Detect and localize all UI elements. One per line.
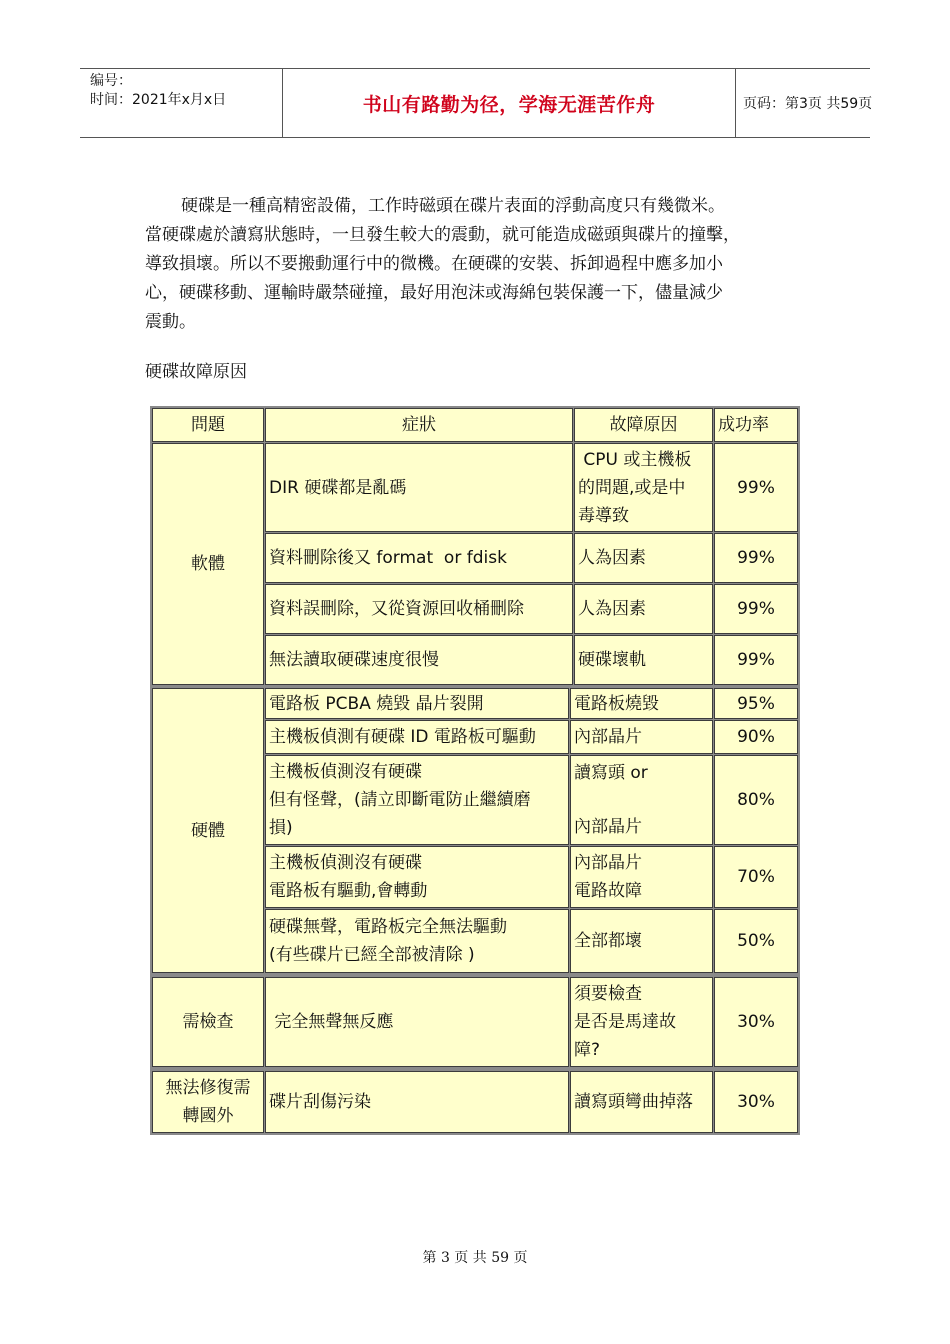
symptom-cell xyxy=(265,584,573,634)
symptom-text: 資料刪除後又 format or fdisk xyxy=(269,548,507,568)
symptom-text: 主機板偵測有硬碟 ID 電路板可驅動 xyxy=(269,727,536,747)
paragraph-line: 導致損壞。所以不要搬動運行中的微機。在硬碟的安裝、拆卸過程中應多加小 xyxy=(145,254,723,274)
cause-text: 讀寫頭彎曲掉落 xyxy=(574,1092,693,1112)
number-label: 编号： xyxy=(90,73,132,89)
group-abroad-line: 無法修復需 xyxy=(165,1078,251,1098)
header-cell-rate: 成功率 xyxy=(714,408,798,442)
intro-paragraph xyxy=(145,192,825,337)
rate-cell: 30% xyxy=(714,1071,798,1133)
symptom-cell xyxy=(265,443,573,532)
cause-text: 毒導致 xyxy=(578,505,629,526)
time-label: 时间：2021年x月x日 xyxy=(90,92,227,108)
symptom-text: 電路板有驅動,會轉動 xyxy=(269,881,428,901)
cause-text: 讀寫頭 or xyxy=(574,763,648,783)
symptom-text: 主機板偵測沒有硬碟 xyxy=(269,762,422,782)
document-header xyxy=(80,68,873,138)
symptom-cell xyxy=(265,688,569,719)
cause-cell xyxy=(570,909,713,973)
symptom-cell xyxy=(265,755,569,845)
paragraph-line: 當硬碟處於讀寫狀態時，一旦發生較大的震動，就可能造成磁頭與碟片的撞擊， xyxy=(145,225,740,245)
cause-text: 電路故障 xyxy=(574,881,642,901)
group-check: 需檢查 xyxy=(152,977,264,1067)
section-heading: 硬碟故障原因 xyxy=(145,362,247,382)
cause-text: 電路板燒毀 xyxy=(574,693,659,714)
paragraph-line: 震動。 xyxy=(145,312,196,332)
motto: 书山有路勤为径，学海无涯苦作舟 xyxy=(362,93,656,116)
symptom-text: 資料誤刪除，又從資源回收桶刪除 xyxy=(269,599,524,619)
header-page-cell xyxy=(735,69,873,137)
cause-cell xyxy=(570,846,713,908)
symptom-text: 但有怪聲，(請立即斷電防止繼續磨 xyxy=(269,790,531,810)
cause-cell xyxy=(574,635,713,685)
symptom-cell xyxy=(265,977,569,1067)
rate-cell: 99% xyxy=(714,584,798,634)
symptom-text: DIR 硬碟都是亂碼 xyxy=(269,477,407,498)
cause-cell xyxy=(570,755,713,845)
cause-text: 全部都壞 xyxy=(574,931,642,951)
symptom-cell xyxy=(265,909,569,973)
rate-cell: 95% xyxy=(714,688,798,719)
cause-text: 是否是馬達故 xyxy=(574,1012,676,1032)
cause-text: 內部晶片 xyxy=(574,817,642,837)
group-abroad-line: 轉國外 xyxy=(182,1106,234,1126)
symptom-cell xyxy=(265,533,573,583)
symptom-cell xyxy=(265,1071,569,1133)
cause-cell xyxy=(574,533,713,583)
rate-cell: 99% xyxy=(714,533,798,583)
fault-table xyxy=(150,406,800,1135)
rate-cell: 30% xyxy=(714,977,798,1067)
cause-cell xyxy=(570,720,713,754)
header-motto-cell xyxy=(282,69,736,137)
symptom-text: 主機板偵測沒有硬碟 xyxy=(269,853,422,873)
paragraph-line: 心，硬碟移動、運輸時嚴禁碰撞，最好用泡沫或海綿包裝保護一下，儘量減少 xyxy=(145,283,723,303)
cause-text: 硬碟壞軌 xyxy=(578,650,646,670)
cause-text: 須要檢查 xyxy=(574,984,642,1004)
cause-text: 內部晶片 xyxy=(574,727,642,747)
symptom-text: (有些碟片已經全部被清除 ) xyxy=(269,945,475,965)
group-hardware: 硬體 xyxy=(152,688,264,973)
header-meta xyxy=(80,69,282,137)
cause-cell xyxy=(570,1071,713,1133)
cause-cell xyxy=(570,977,713,1067)
rate-cell: 99% xyxy=(714,443,798,532)
symptom-text: 電路板 PCBA 燒毀 晶片裂開 xyxy=(269,693,484,714)
symptom-cell xyxy=(265,846,569,908)
rate-cell: 70% xyxy=(714,846,798,908)
rate-cell: 50% xyxy=(714,909,798,973)
cause-cell xyxy=(574,443,713,532)
header-cell-symptom: 症狀 xyxy=(265,408,573,442)
cause-text: 人為因素 xyxy=(578,548,646,568)
header-cell-problem: 問題 xyxy=(152,408,264,442)
group-software: 軟體 xyxy=(152,443,264,685)
symptom-text: 無法讀取硬碟速度很慢 xyxy=(269,650,439,670)
group-abroad xyxy=(152,1071,264,1133)
cause-text: 障? xyxy=(574,1040,601,1060)
cause-text: 的問題,或是中 xyxy=(578,477,686,498)
page-footer: 第 3 页 共 59 页 xyxy=(422,1250,528,1266)
rate-cell: 80% xyxy=(714,755,798,845)
cause-cell xyxy=(570,688,713,719)
symptom-cell xyxy=(265,720,569,754)
cause-cell xyxy=(574,584,713,634)
rate-cell: 99% xyxy=(714,635,798,685)
paragraph-line: 硬碟是一種高精密設備，工作時磁頭在碟片表面的浮動高度只有幾微米。 xyxy=(181,196,725,216)
rate-cell: 90% xyxy=(714,720,798,754)
symptom-text: 碟片刮傷污染 xyxy=(269,1092,371,1112)
symptom-text: 完全無聲無反應 xyxy=(269,1012,394,1032)
cause-text: 內部晶片 xyxy=(574,853,642,873)
cause-text: 人為因素 xyxy=(578,599,646,619)
symptom-text: 損) xyxy=(269,818,293,838)
cause-text: CPU 或主機板 xyxy=(578,449,692,470)
header-cell-cause: 故障原因 xyxy=(574,408,713,442)
symptom-text: 硬碟無聲，電路板完全無法驅動 xyxy=(269,917,507,937)
page-info: 页码：第3页 共59页 xyxy=(743,96,873,112)
symptom-cell xyxy=(265,635,573,685)
